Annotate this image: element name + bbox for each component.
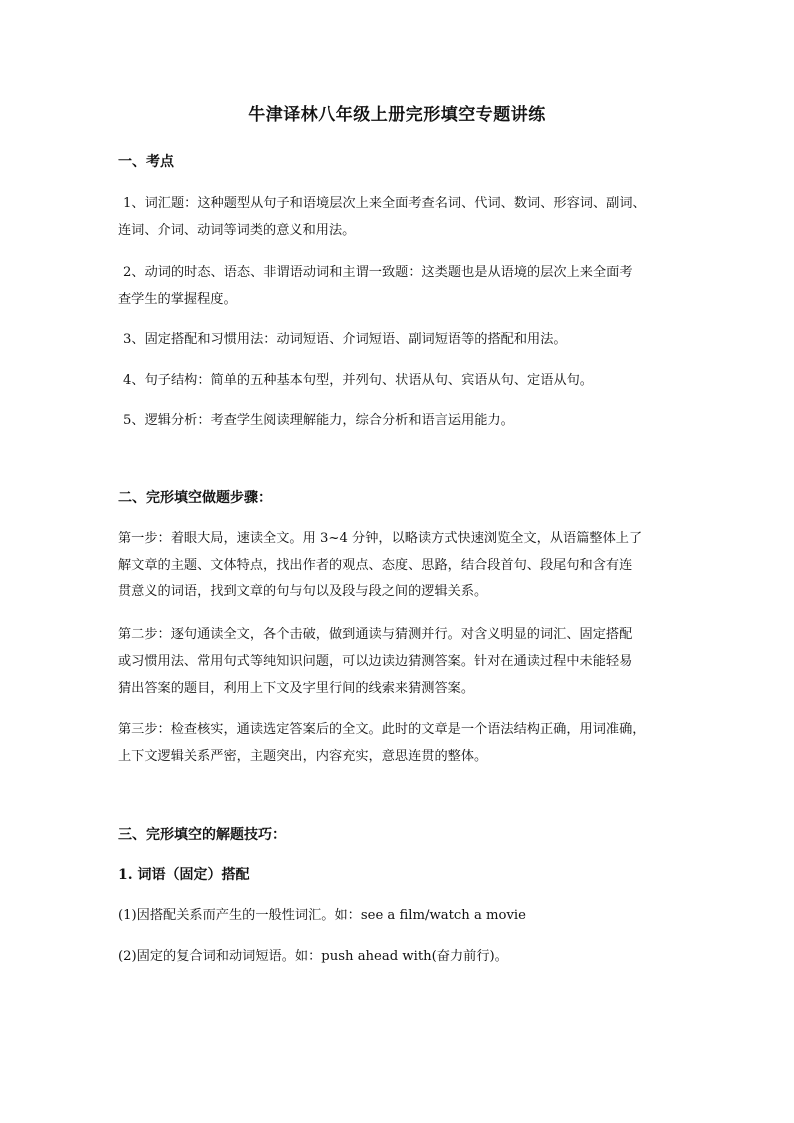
step-2-line-1: 第二步：逐句通读全文，各个击破，做到通读与猜测并行。对含义明显的词汇、固定搭配 (118, 627, 633, 642)
step-3-line-2: 上下文逻辑关系严密，主题突出，内容充实，意思连贯的整体。 (118, 749, 488, 764)
technique-1-item-1: (1)因搭配关系而产生的一般性词汇。如：see a film/watch a movie (118, 908, 526, 923)
exam-point-4: 4、句子结构：简单的五种基本句型，并列句、状语从句、宾语从句、定语从句。 (123, 373, 593, 388)
section-heading-steps: 二、完形填空做题步骤： (118, 490, 272, 506)
section-heading-exam-points: 一、考点 (118, 154, 174, 170)
exam-point-1-line-1: 1、词汇题：这种题型从句子和语境层次上来全面考查名词、代词、数词、形容词、副词、 (123, 196, 646, 211)
step-1-line-2: 解文章的主题、文体特点，找出作者的观点、态度、思路，结合段首句、段尾句和含有连 (118, 558, 633, 573)
step-1-line-3: 贯意义的词语，找到文章的句与句以及段与段之间的逻辑关系。 (118, 584, 488, 599)
technique-1-item-2: (2)固定的复合词和动词短语。如：push ahead with(奋力前行)。 (118, 949, 508, 964)
step-3-line-1: 第三步：检查核实，通读选定答案后的全文。此时的文章是一个语法结构正确，用词准确， (118, 722, 646, 737)
step-2-line-3: 猜出答案的题目，利用上下文及字里行间的线索来猜测答案。 (118, 681, 475, 696)
step-1-line-1: 第一步：着眼大局，速读全文。用 3~4 分钟，以略读方式快速浏览全文，从语篇整体上了 (118, 531, 643, 546)
exam-point-2-line-1: 2、动词的时态、语态、非谓语动词和主谓一致题：这类题也是从语境的层次上来全面考 (123, 265, 633, 280)
step-2-line-2: 或习惯用法、常用句式等纯知识问题，可以边读边猜测答案。针对在通读过程中未能轻易 (118, 654, 633, 669)
document-title: 牛津译林八年级上册完形填空专题讲练 (248, 105, 546, 125)
technique-1-subheading: 1. 词语（固定）搭配 (118, 867, 250, 883)
exam-point-1-line-2: 连词、介词、动词等词类的意义和用法。 (118, 223, 356, 238)
exam-point-5: 5、逻辑分析：考查学生阅读理解能力，综合分析和语言运用能力。 (123, 413, 514, 428)
section-heading-techniques: 三、完形填空的解题技巧： (118, 827, 286, 843)
exam-point-2-line-2: 查学生的掌握程度。 (118, 292, 237, 307)
exam-point-3: 3、固定搭配和习惯用法：动词短语、介词短语、副词短语等的搭配和用法。 (123, 332, 567, 347)
